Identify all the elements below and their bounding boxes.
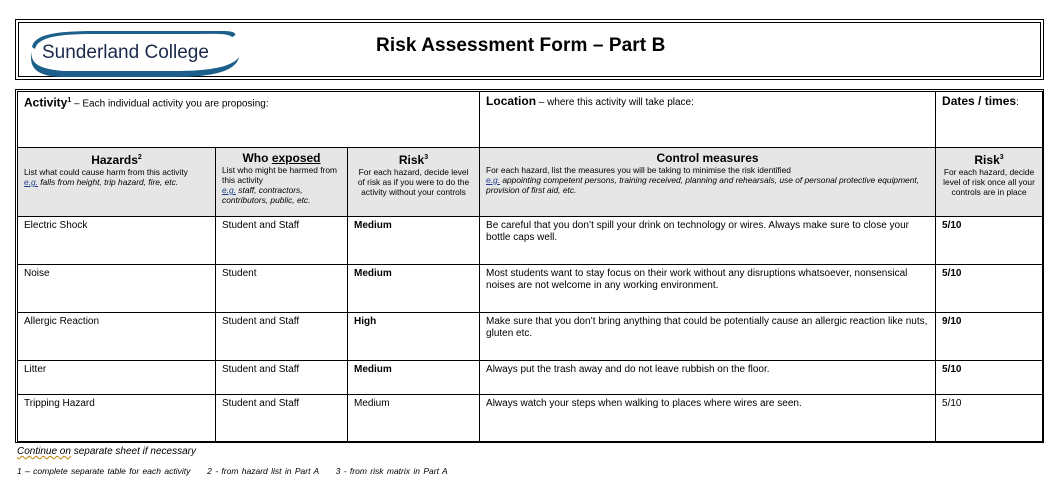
risk-after-header <box>936 148 1043 217</box>
location-desc: – where this activity will take place: <box>536 97 694 108</box>
who-title-b: exposed <box>271 151 321 165</box>
control-cell[interactable]: Make sure that you don’t bring anything that could be potentially cause an allergic reaction like nuts, gluten etc. <box>480 313 936 361</box>
who-eg-text: staff, contractors, contributors, public, etc. <box>222 185 311 205</box>
who-exposed-header <box>216 148 348 217</box>
risk-cell[interactable]: Medium <box>348 395 480 442</box>
table-row <box>18 265 1043 313</box>
hazards-eg-text: falls from height, trip hazard, fire, etc. <box>37 177 179 187</box>
risk-before-header <box>348 148 480 217</box>
control-title: Control measures <box>656 151 759 165</box>
control-cell[interactable]: Always put the trash away and do not leave rubbish on the floor. <box>480 361 936 395</box>
risk2-cell[interactable]: 5/10 <box>936 361 1043 395</box>
page-title: Risk Assessment Form – Part B <box>376 35 666 56</box>
control-eg-text: appointing competent persons, training received, planning and rehearsals, use of personal protective equipment, provision of first aid, etc. <box>486 175 920 195</box>
activity-label: Activity <box>24 95 68 110</box>
risk2-sup: 3 <box>999 154 1004 161</box>
column-header-row <box>18 148 1043 217</box>
control-cell[interactable]: Be careful that you don’t spill your drink on technology or wires. Always make sure to close your bottle caps well. <box>480 217 936 265</box>
table-row <box>18 361 1043 395</box>
dates-colon: : <box>1016 97 1019 108</box>
continue-note-b: separate sheet if necessary <box>70 446 197 457</box>
hazards-desc: List what could cause harm from this activity <box>24 167 188 177</box>
hazards-sup: 2 <box>137 154 142 161</box>
activity-desc: – Each individual activity you are proposing: <box>71 98 269 110</box>
hazards-eg: e.g. <box>24 177 38 187</box>
risk-desc: For each hazard, decide level of risk as if you were to do the activity without your controls <box>357 167 470 197</box>
risk-title: Risk <box>398 153 425 167</box>
continue-note <box>17 446 196 457</box>
who-cell[interactable]: Student and Staff <box>216 395 348 442</box>
risk-cell[interactable]: Medium <box>348 265 480 313</box>
risk-cell[interactable]: Medium <box>348 217 480 265</box>
control-cell[interactable]: Always watch your steps when walking to places where wires are seen. <box>480 395 936 442</box>
table-row <box>18 395 1043 442</box>
hazard-cell[interactable]: Noise <box>18 265 216 313</box>
location-field[interactable] <box>480 92 936 148</box>
who-cell[interactable]: Student and Staff <box>216 217 348 265</box>
logo-text: Sunderland College <box>42 42 209 63</box>
hazards-header <box>18 148 216 217</box>
risk2-desc: For each hazard, decide level of risk once all your controls are in place <box>943 167 1035 197</box>
risk2-cell[interactable]: 9/10 <box>936 313 1043 361</box>
control-desc: For each hazard, list the measures you will be taking to minimise the risk identified <box>486 165 791 175</box>
hazard-cell[interactable]: Electric Shock <box>18 217 216 265</box>
risk-cell[interactable]: Medium <box>348 361 480 395</box>
table-row <box>18 217 1043 265</box>
risk-sup: 3 <box>424 154 429 161</box>
who-desc: List who might be harmed from this activity <box>222 165 337 185</box>
risk-assessment-table <box>17 91 1043 442</box>
risk2-title: Risk <box>974 153 1000 167</box>
control-cell[interactable]: Most students want to stay focus on their work without any disruptions whatsoever, nonsensical noises are not welcome in any working environment. <box>480 265 936 313</box>
risk2-cell[interactable]: 5/10 <box>936 217 1043 265</box>
risk2-cell[interactable]: 5/10 <box>936 395 1043 442</box>
location-label: Location <box>486 94 537 108</box>
who-cell[interactable]: Student and Staff <box>216 313 348 361</box>
control-measures-header <box>480 148 936 217</box>
control-eg: e.g. <box>486 175 501 185</box>
hazard-cell[interactable]: Tripping Hazard <box>18 395 216 442</box>
risk2-cell[interactable]: 5/10 <box>936 265 1043 313</box>
table-row <box>18 313 1043 361</box>
who-title-a: Who <box>242 151 272 165</box>
activity-sup: 1 <box>67 97 72 104</box>
dates-field[interactable] <box>936 92 1043 148</box>
hazards-title: Hazards <box>91 153 138 167</box>
sunderland-college-logo <box>24 27 246 79</box>
footnotes: 1 – complete separate table for each activity 2 - from hazard list in Part A 3 - from risk matrix in Part A <box>17 466 448 476</box>
hazard-cell[interactable]: Litter <box>18 361 216 395</box>
activity-field[interactable] <box>18 92 480 148</box>
continue-note-a: Continue on <box>17 446 71 457</box>
who-cell[interactable]: Student and Staff <box>216 361 348 395</box>
activity-row <box>18 92 1043 148</box>
risk-cell[interactable]: High <box>348 313 480 361</box>
hazard-cell[interactable]: Allergic Reaction <box>18 313 216 361</box>
who-cell[interactable]: Student <box>216 265 348 313</box>
who-eg: e.g. <box>222 185 236 195</box>
dates-label: Dates / times <box>942 94 1017 108</box>
